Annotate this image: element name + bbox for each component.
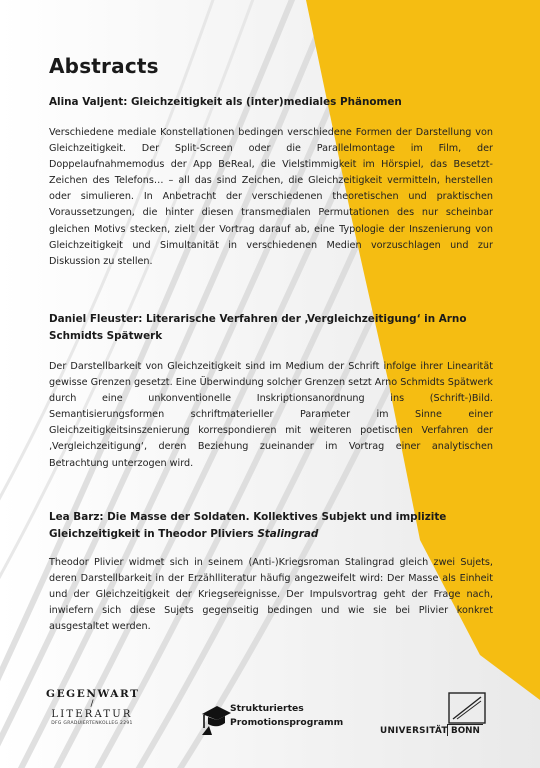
abstract-body-valjent: Verschiedene mediale Konstellationen bedingen verschiedene Formen der Darstellung von Gleichzeitigkeit. Der Split-Screen oder die Parallelmontage im Film, der Doppelaufnahmemodus der App BeReal, die Vielstimmigkeit im Hörspiel, das Besetzt-Zeichen des Telefons… – all das sind Zeichen, die Gleichzeitigkeit vermitteln, herstellen oder simulieren. In Anbetracht der verschiedenen theoretischen und praktischen Voraussetzungen, die hinter diesen transmedialen Permutationen des nur scheinbar gleichen Motivs stecken, zielt der Vortrag darauf ab, eine Typologie der Inszenierung von Gleichzeitigkeit und Simultanität in verschiedenen Medien vorzuschlagen und zur Diskussion zu stellen. <box>49 127 493 267</box>
gegenwart-logo-slash: / <box>90 699 94 709</box>
bonn-logo-box-icon <box>448 692 486 724</box>
gegenwart-logo-line2: LITERATUR <box>51 709 133 720</box>
abstract-heading-barz-title: Stalingrad <box>257 528 319 540</box>
universitaet-bonn-logo <box>380 692 498 742</box>
abstract-heading-barz <box>49 509 493 543</box>
university-city: BONN <box>447 724 483 736</box>
graduation-cap-icon <box>200 702 232 736</box>
abstract-heading-barz-main: Lea Barz: Die Masse der Soldaten. Kollektives Subjekt und implizite Gleichzeitigkeit in Theodor Pliviers <box>49 511 447 540</box>
gegenwart-logo-line3: DFG GRADUIERTENKOLLEG 2291 <box>51 721 133 726</box>
abstract-body-barz: Theodor Plivier widmet sich in seinem (Anti-)Kriegsroman Stalingrad gleich zwei Sujets, deren Darstellbarkeit in der Erzählliteratur häufig angezweifelt wird: Der Masse als Einheit und der Gleichzeitigkeit der Kriegsereignisse. Der Impulsvortrag geht der Frage nach, inwiefern sich diese Sujets gegenseitig bedingen und wie sie bei Plivier konkret ausgestaltet werden. <box>49 557 493 633</box>
abstract-heading-fleuster: Daniel Fleuster: Literarische Verfahren der ‚Vergleichzeitigung‘ in Arno Schmidts Spätwerk <box>49 313 467 342</box>
page-title: Abstracts <box>49 54 159 78</box>
promotionsprogramm-logo <box>200 700 370 736</box>
abstract-body-fleuster: Der Darstellbarkeit von Gleichzeitigkeit sind im Medium der Schrift infolge ihrer Linearität gewisse Grenzen gesetzt. Eine Überwindung solcher Grenzen setzt Arno Schmidts Spätwerk durch eine unkonventionelle Inskriptionsanordnung ins (Schrift-)Bild. Semantisierungsformen schriftmaterieller Parameter im Sinne einer Gleichzeitigkeitsinszenierung korrespondieren mit weiteren poetischen Verfahren der ‚Vergleichzeitigung‘, deren Beziehung zueinander im Vortrag einer analytischen Betrachtung unterzogen wird. <box>49 361 493 469</box>
abstract-heading-valjent: Alina Valjent: Gleichzeitigkeit als (inter)mediales Phänomen <box>49 96 402 108</box>
gegenwart-literatur-logo <box>46 688 138 726</box>
university-name: UNIVERSITÄT <box>380 726 448 736</box>
gegenwart-logo-line1: GEGENWART <box>46 688 140 700</box>
promotion-logo-line2: Promotionsprogramm <box>230 717 344 728</box>
promotion-logo-line1: Strukturiertes <box>230 703 304 714</box>
